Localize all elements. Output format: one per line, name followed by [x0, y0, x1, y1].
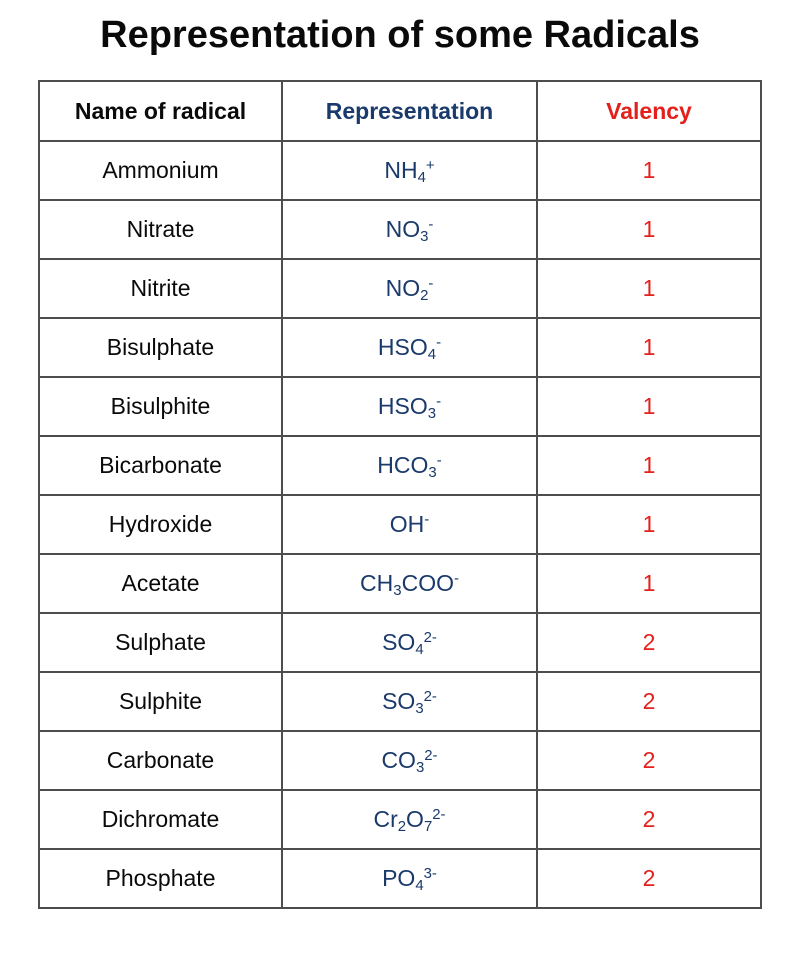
- radical-name-cell: Acetate: [39, 554, 282, 613]
- table-row: [39, 613, 761, 672]
- formula-cell: $CO_3^{2-}$: [282, 731, 537, 790]
- column-header-valency: Valency: [537, 81, 761, 141]
- table-row: [39, 672, 761, 731]
- valency-cell: 2: [537, 613, 761, 672]
- valency-cell: 1: [537, 318, 761, 377]
- formula-cell: $SO_3^{2-}$: [282, 672, 537, 731]
- formula-cell: $HSO_4^-$: [282, 318, 537, 377]
- formula-cell: $HCO_3^-$: [282, 436, 537, 495]
- valency-cell: 2: [537, 849, 761, 908]
- radical-name-cell: Phosphate: [39, 849, 282, 908]
- valency-cell: 1: [537, 259, 761, 318]
- header-row: [39, 81, 761, 141]
- radical-name-cell: Nitrate: [39, 200, 282, 259]
- formula-cell: $PO_4^{3-}$: [282, 849, 537, 908]
- radical-name-cell: Carbonate: [39, 731, 282, 790]
- radical-name-cell: Nitrite: [39, 259, 282, 318]
- table-row: [39, 849, 761, 908]
- radical-name-cell: Hydroxide: [39, 495, 282, 554]
- formula-cell: OH-: [282, 495, 537, 554]
- formula-cell: $Cr_2O_7^{2-}$: [282, 790, 537, 849]
- formula-cell: $NO_2^-$: [282, 259, 537, 318]
- table-row: [39, 554, 761, 613]
- table-row: [39, 731, 761, 790]
- valency-cell: 2: [537, 790, 761, 849]
- table-row: [39, 318, 761, 377]
- radical-name-cell: Bisulphite: [39, 377, 282, 436]
- table-row: [39, 790, 761, 849]
- radical-name-cell: Sulphite: [39, 672, 282, 731]
- page-title: Representation of some Radicals: [100, 14, 700, 56]
- radical-name-cell: Sulphate: [39, 613, 282, 672]
- radical-name-cell: Bicarbonate: [39, 436, 282, 495]
- radical-name-cell: Bisulphate: [39, 318, 282, 377]
- formula-cell: $HSO_3^-$: [282, 377, 537, 436]
- formula-cell: $SO_4^{2-}$: [282, 613, 537, 672]
- table-row: [39, 141, 761, 200]
- valency-cell: 2: [537, 731, 761, 790]
- table-row: [39, 200, 761, 259]
- radicals-table: [38, 80, 762, 909]
- valency-cell: 1: [537, 436, 761, 495]
- column-header-name-of-radical: Name of radical: [39, 81, 282, 141]
- valency-cell: 1: [537, 495, 761, 554]
- table-row: [39, 377, 761, 436]
- table-header: [39, 81, 761, 141]
- valency-cell: 1: [537, 377, 761, 436]
- table-body: [39, 141, 761, 908]
- valency-cell: 1: [537, 141, 761, 200]
- formula-cell: $CH_3COO^-$: [282, 554, 537, 613]
- table-row: [39, 495, 761, 554]
- formula-cell: $NO_3^-$: [282, 200, 537, 259]
- table-row: [39, 259, 761, 318]
- column-header-representation: Representation: [282, 81, 537, 141]
- valency-cell: 1: [537, 200, 761, 259]
- radical-name-cell: Dichromate: [39, 790, 282, 849]
- table-row: [39, 436, 761, 495]
- valency-cell: 2: [537, 672, 761, 731]
- formula-cell: $NH_4^+$: [282, 141, 537, 200]
- valency-cell: 1: [537, 554, 761, 613]
- radical-name-cell: Ammonium: [39, 141, 282, 200]
